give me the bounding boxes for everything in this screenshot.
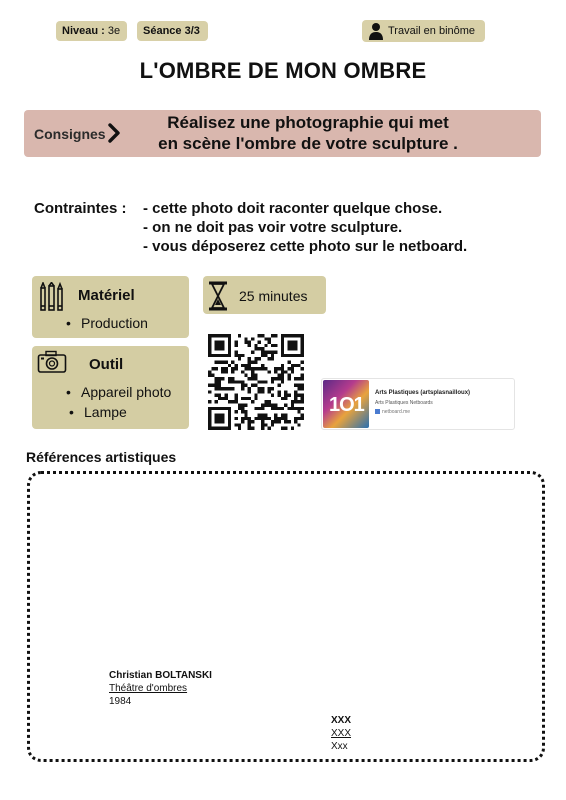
ref2-work[interactable]: XXX [331, 728, 352, 739]
consignes-text [140, 112, 476, 154]
materiel-item: • Production [81, 315, 148, 331]
niveau-label: Niveau : [62, 25, 105, 37]
netboard-subtitle: Arts Plastiques Netboards [375, 400, 433, 406]
page-title: L'OMBRE DE MON OMBRE [139, 58, 427, 83]
seance-pill: Séance 3/3 [137, 21, 208, 41]
ref2-year: Xxx [331, 741, 348, 752]
travail-label: Travail en binôme [388, 25, 476, 37]
netboard-thumbnail: 1O1 [323, 380, 369, 428]
consignes-line-1: Réalisez une photographie qui met [167, 113, 449, 132]
outil-item: • Lampe [84, 404, 127, 420]
consignes-line-2: en scène l'ombre de votre sculpture . [158, 134, 458, 153]
outil-item: • Appareil photo [81, 384, 171, 400]
hourglass-icon [208, 281, 228, 311]
duree-label: 25 minutes [239, 288, 308, 304]
niveau-value: 3e [107, 25, 121, 37]
camera-icon [37, 350, 67, 374]
niveau-pill [56, 21, 127, 41]
pencils-icon [39, 282, 65, 314]
materiel-title: Matériel [78, 287, 135, 304]
references-frame [27, 471, 545, 762]
netboard-domain: netboard.me [382, 409, 411, 415]
ref1-work[interactable]: Théâtre d'ombres [109, 683, 188, 694]
ref2-artist: XXX [331, 715, 352, 726]
qr-code[interactable] [208, 334, 304, 430]
contrainte-item: - vous déposerez cette photo sur le netboard. [143, 238, 468, 255]
netboard-name[interactable]: Arts Plastiques (artsplasnailloux) [375, 390, 471, 396]
contraintes-label: Contraintes : [34, 200, 127, 217]
ref1-artist: Christian BOLTANSKI [109, 670, 212, 681]
references-heading: Références artistiques [26, 449, 177, 465]
ref1-year: 1984 [109, 696, 132, 707]
consignes-label: Consignes [34, 126, 106, 142]
contrainte-item: - cette photo doit raconter quelque chose. [143, 200, 443, 217]
netboard-icon [375, 409, 380, 414]
travail-pill [362, 20, 485, 42]
contrainte-item: - on ne doit pas voir votre sculpture. [143, 219, 403, 236]
outil-title: Outil [89, 356, 124, 373]
chevron-right-icon [106, 123, 122, 143]
person-icon [368, 22, 384, 40]
